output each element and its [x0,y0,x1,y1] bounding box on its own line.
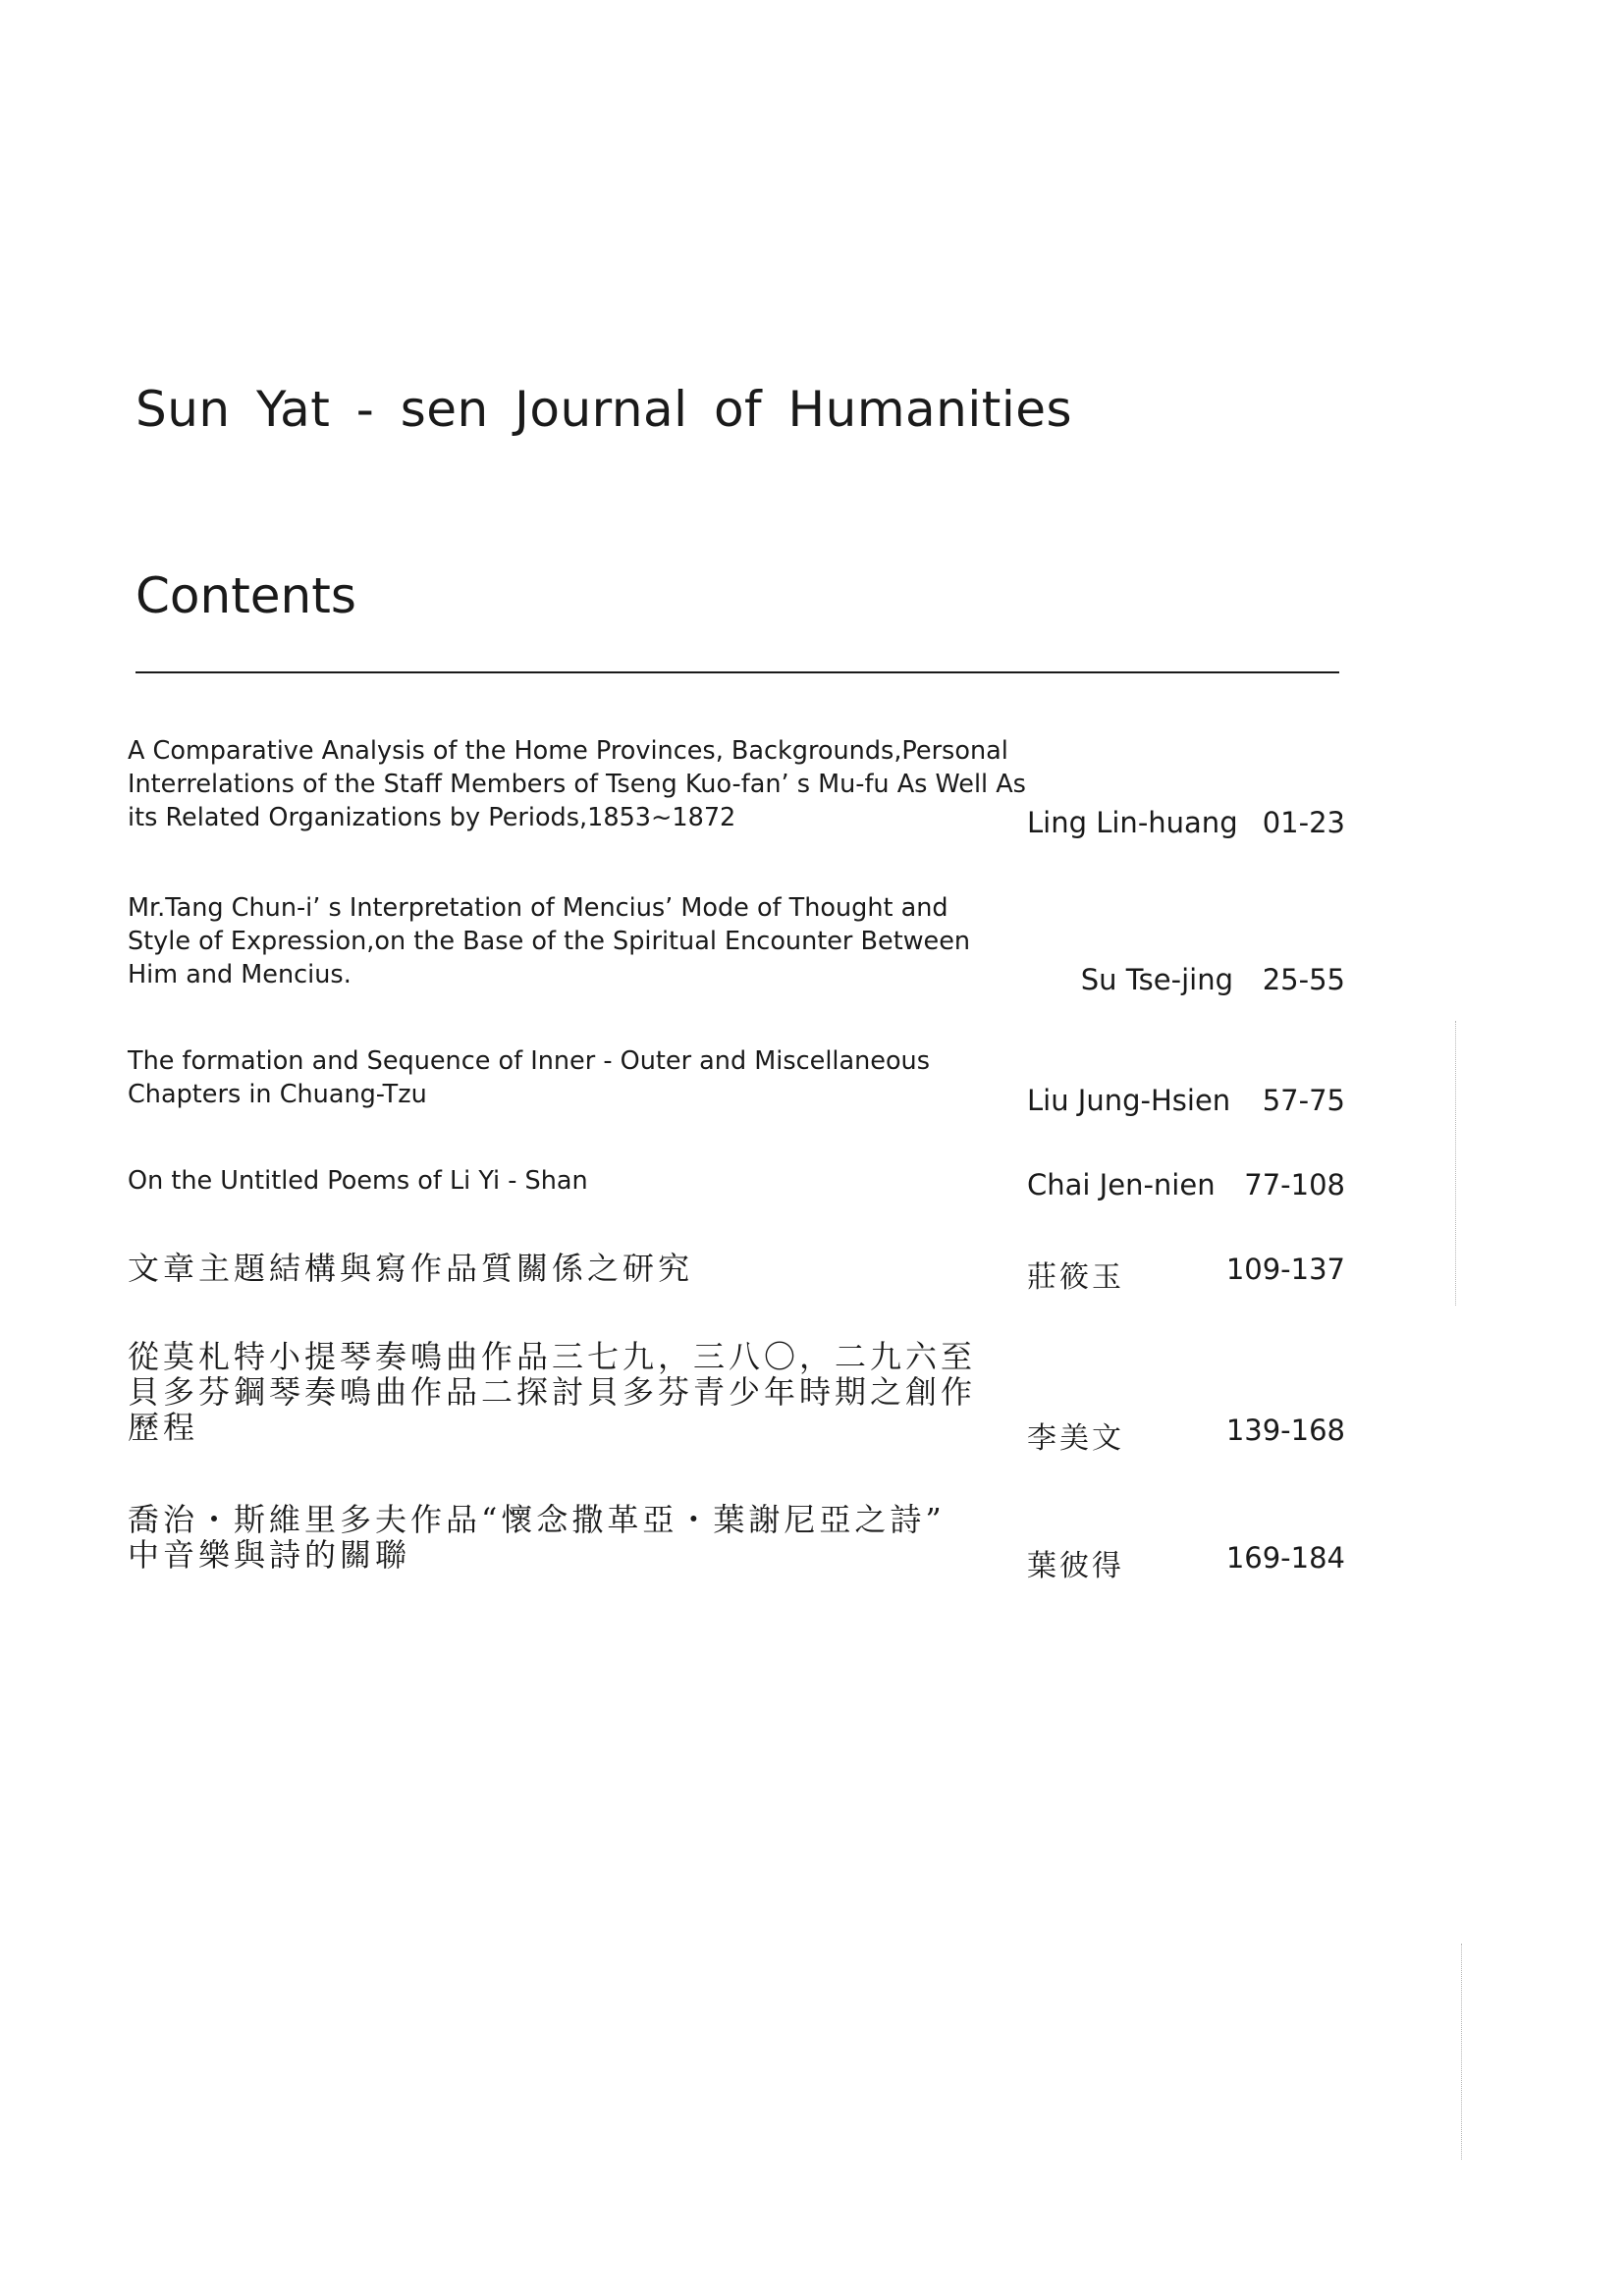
scan-artifact [1461,1944,1462,2160]
entry-title: 文章主題結構與寫作品質關係之研究 [128,1250,694,1287]
entry-pages: 25-55 [1262,963,1345,996]
entry-author: 莊筱玉 [1027,1260,1124,1295]
entry-pages: 77-108 [1244,1168,1345,1201]
entry-title: 從莫札特小提琴奏鳴曲作品三七九，三八〇，二九六至 貝多芬鋼琴奏鳴曲作品二探討貝多芬青少年時期之創作 歷程 [128,1338,977,1446]
entry-author: Liu Jung-Hsien [1027,1084,1231,1117]
entry-author: 李美文 [1027,1421,1124,1456]
entry-title: The formation and Sequence of Inner - Outer and Miscellaneous Chapters in Chuang-Tzu [128,1046,931,1109]
entry-pages: 57-75 [1262,1084,1345,1117]
heading-divider [135,671,1339,673]
entry-pages: 139-168 [1225,1414,1345,1447]
contents-heading: Contents [135,567,356,624]
entry-pages: 109-137 [1225,1253,1345,1286]
entry-author: Ling Lin-huang [1027,806,1238,839]
entry-title: Mr.Tang Chun-i’ s Interpretation of Mencius’ Mode of Thought and Style of Expression,on the Base of the Spiritual Encounter Between Him and Mencius. [128,893,971,989]
journal-title: Sun Yat - sen Journal of Humanities [135,381,1073,438]
entry-author: Chai Jen-nien [1027,1168,1216,1201]
entry-title: On the Untitled Poems of Li Yi - Shan [128,1166,588,1196]
entry-pages: 01-23 [1262,806,1345,839]
scan-artifact [1455,1021,1456,1306]
entry-title: 喬治・斯維里多夫作品“懷念撒革亞・葉謝尼亞之詩” 中音樂與詩的關聯 [128,1501,946,1574]
entry-pages: 169-184 [1225,1541,1345,1575]
entry-author: Su Tse-jing [1080,963,1233,996]
entry-author: 葉彼得 [1027,1549,1124,1583]
entry-title: A Comparative Analysis of the Home Provinces, Backgrounds,Personal Interrelations of the Staff Members of Tseng Kuo-fan’ s Mu-fu As Well As its Related Organizations by Periods,1853∼1872 [128,736,1026,832]
